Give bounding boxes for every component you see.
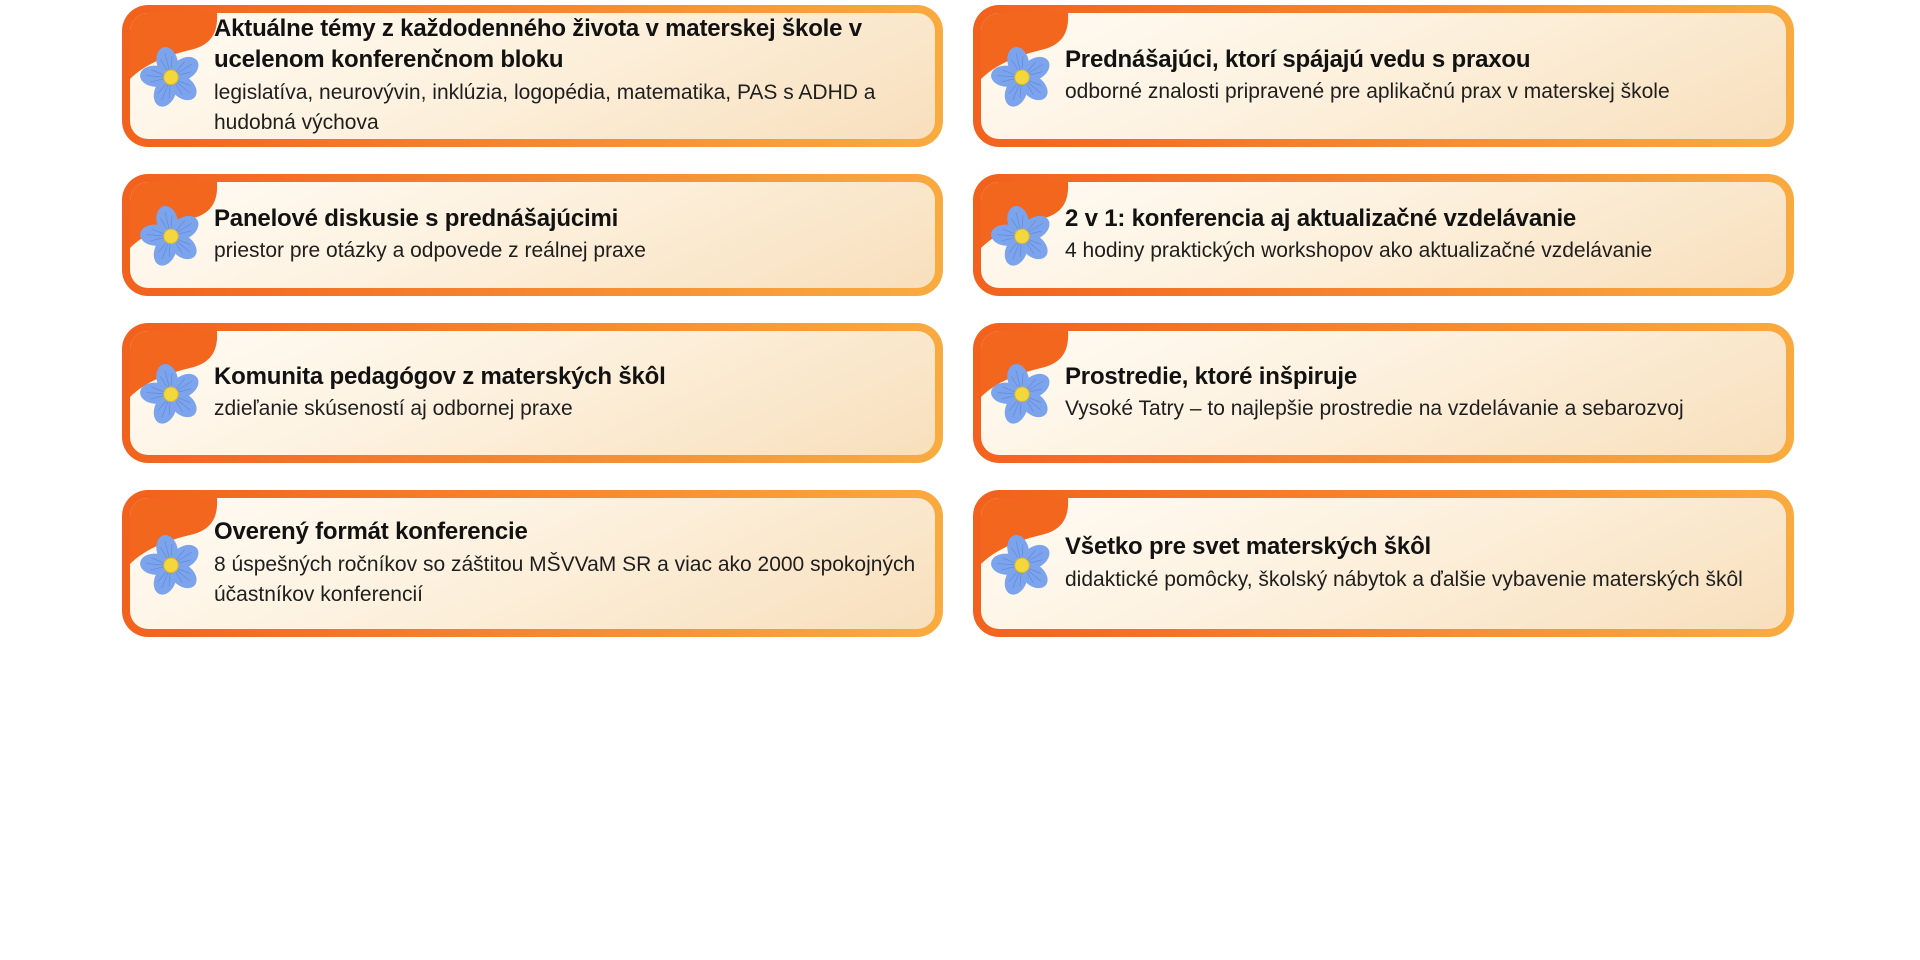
card-body: [981, 182, 1786, 288]
cards-grid: [122, 5, 1794, 637]
card-3: [122, 174, 943, 296]
card-body: [981, 13, 1786, 139]
card-subtitle: odborné znalosti pripravené pre aplikačnú prax v materskej škole: [1065, 80, 1670, 104]
card-title: 2 v 1: konferencia aj aktualizačné vzdelávanie: [1065, 204, 1577, 232]
card-subtitle: zdieľanie skúseností aj odbornej praxe: [214, 397, 573, 421]
card-5: [122, 323, 943, 463]
card-title: Komunita pedagógov z materských škôl: [214, 362, 666, 390]
card-title: Všetko pre svet materských škôl: [1065, 533, 1431, 561]
card-1: [122, 5, 943, 147]
flower-icon: [138, 360, 204, 426]
card-body: [130, 498, 935, 629]
card-body: [130, 331, 935, 455]
flower-icon: [138, 202, 204, 268]
flower-icon: [138, 531, 204, 597]
card-subtitle: Vysoké Tatry – to najlepšie prostredie na vzdelávanie a sebarozvoj: [1065, 397, 1684, 421]
flower-icon: [138, 43, 204, 109]
card-4: [973, 174, 1794, 296]
card-7: [122, 490, 943, 637]
card-subtitle: legislatíva, neurovývin, inklúzia, logopédia, matematika, PAS s ADHD a hudobná výchova: [214, 80, 876, 134]
card-text: [214, 204, 646, 267]
card-text: [1065, 204, 1652, 267]
card-text: [1065, 532, 1743, 595]
flower-icon: [989, 531, 1055, 597]
card-body: [130, 13, 935, 139]
flower-icon: [989, 202, 1055, 268]
card-title: Prednášajúci, ktorí spájajú vedu s praxou: [1065, 45, 1531, 73]
card-subtitle: didaktické pomôcky, školský nábytok a ďalšie vybavenie materských škôl: [1065, 567, 1743, 591]
card-text: [214, 517, 925, 610]
card-subtitle: 4 hodiny praktických workshopov ako aktualizačné vzdelávanie: [1065, 239, 1653, 263]
card-title: Overený formát konferencie: [214, 518, 528, 546]
card-2: [973, 5, 1794, 147]
card-title: Prostredie, ktoré inšpiruje: [1065, 362, 1358, 390]
card-text: [1065, 45, 1670, 108]
flower-icon: [989, 43, 1055, 109]
card-body: [981, 331, 1786, 455]
card-subtitle: 8 úspešných ročníkov so záštitou MŠVVaM SR a viac ako 2000 spokojných účastníkov konferencií: [214, 552, 916, 606]
card-6: [973, 323, 1794, 463]
card-title: Aktuálne témy z každodenného života v materskej škole v ucelenom konferenčnom bloku: [214, 15, 862, 73]
card-title: Panelové diskusie s prednášajúcimi: [214, 204, 619, 232]
card-8: [973, 490, 1794, 637]
card-text: [214, 14, 925, 137]
flower-icon: [989, 360, 1055, 426]
card-subtitle: priestor pre otázky a odpovede z reálnej praxe: [214, 239, 646, 263]
card-body: [130, 182, 935, 288]
card-text: [1065, 362, 1684, 425]
card-text: [214, 362, 666, 425]
card-body: [981, 498, 1786, 629]
